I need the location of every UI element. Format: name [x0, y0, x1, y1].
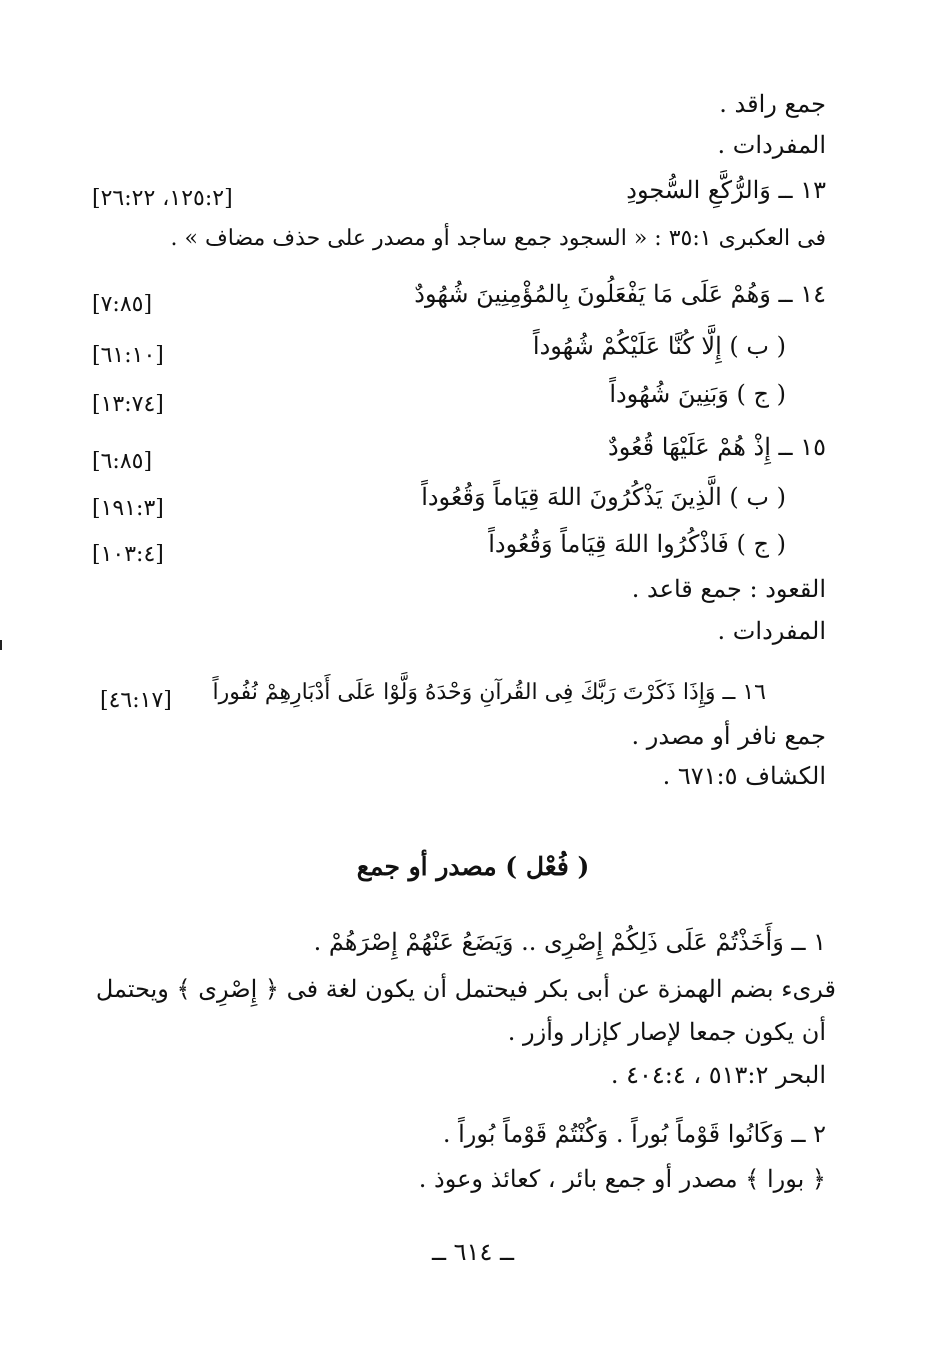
entry-1: ١ ــ وَأَخَذْتُمْ عَلَى ذَلِكُمْ إِصْرِى .. وَيَضَعُ عَنْهُمْ إِصْرَهُمْ . — [313, 928, 826, 956]
verse-reference: [١٢٥:٢، ٢٦:٢٢] — [92, 186, 233, 211]
verse-reference: [٤٦:١٧] — [100, 688, 172, 713]
text-line-4: فى العكبرى ٣٥:١ : « السجود جمع ساجد أو مصدر على حذف مضاف » . — [170, 226, 826, 251]
verse-reference: [٦١:١٠] — [92, 343, 164, 368]
entry-15-c: ( ج ) فَاذْكُرُوا اللهَ قِيَاماً وَقُعُوداً — [488, 530, 786, 558]
text-line-2: المفردات . — [717, 131, 826, 159]
verse-reference: [١٠٣:٤] — [92, 542, 164, 567]
entry-13: ١٣ ــ وَالرُّكَّعِ السُّجودِ — [626, 176, 826, 204]
entry-14-c: ( ج ) وَبَنِينَ شُهُوداً — [609, 380, 786, 408]
verse-reference: [٦:٨٥] — [92, 449, 153, 474]
text-line-21: ﴿ بورا ﴾ مصدر أو جمع بائر ، كعائذ وعوذ . — [418, 1165, 826, 1193]
text-line-12: المفردات . — [717, 617, 826, 645]
text-line-14: جمع نافر أو مصدر . — [631, 722, 826, 750]
section-heading: ( فُعْل ) مصدر أو جمع — [356, 852, 590, 881]
margin-mark — [0, 640, 2, 650]
text-line-15: الكشاف ٦٧١:٥ . — [662, 762, 826, 790]
verse-reference: [١٣:٧٤] — [92, 392, 164, 417]
entry-16: ١٦ ــ وَإِذَا ذَكَرْتَ رَبَّكَ فِى القُرآنِ وَحْدَهُ وَلَّوْا عَلَى أَدْبَارِهِمْ نُفُوراً — [212, 680, 766, 705]
entry-15: ١٥ ــ إِذْ هُمْ عَلَيْهَا قُعُودٌ — [608, 433, 826, 461]
text-line-17: قرىء بضم الهمزة عن أبى بكر فيحتمل أن يكون لغة فى ﴿ إِصْرِى ﴾ ويحتمل — [95, 975, 836, 1003]
verse-reference: [١٩١:٣] — [92, 496, 164, 521]
text-line-11: القعود : جمع قاعد . — [631, 575, 826, 603]
entry-2: ٢ ــ وَكَانُوا قَوْماً بُوراً . وَكُنْتُمْ قَوْماً بُوراً . — [442, 1120, 826, 1148]
text-line-19: البحر ٥١٣:٢ ، ٤٠٤:٤ . — [610, 1061, 826, 1089]
entry-15-b: ( ب ) الَّذِينَ يَذْكُرُونَ اللهَ قِيَاماً وَقُعُوداً — [421, 483, 786, 511]
page-number: ــ ٦١٤ ــ — [431, 1238, 515, 1266]
text-line-18: أن يكون جمعا لإصار كإزار وأزر . — [507, 1018, 826, 1046]
verse-reference: [٧:٨٥] — [92, 292, 153, 317]
entry-14: ١٤ ــ وَهُمْ عَلَى مَا يَفْعَلُونَ بِالمُؤْمِنِينَ شُهُودٌ — [414, 280, 826, 308]
entry-14-b: ( ب ) إِلَّا كُنَّا عَلَيْكُمْ شُهُوداً — [532, 332, 786, 360]
text-line-1: جمع راقد . — [719, 90, 826, 118]
